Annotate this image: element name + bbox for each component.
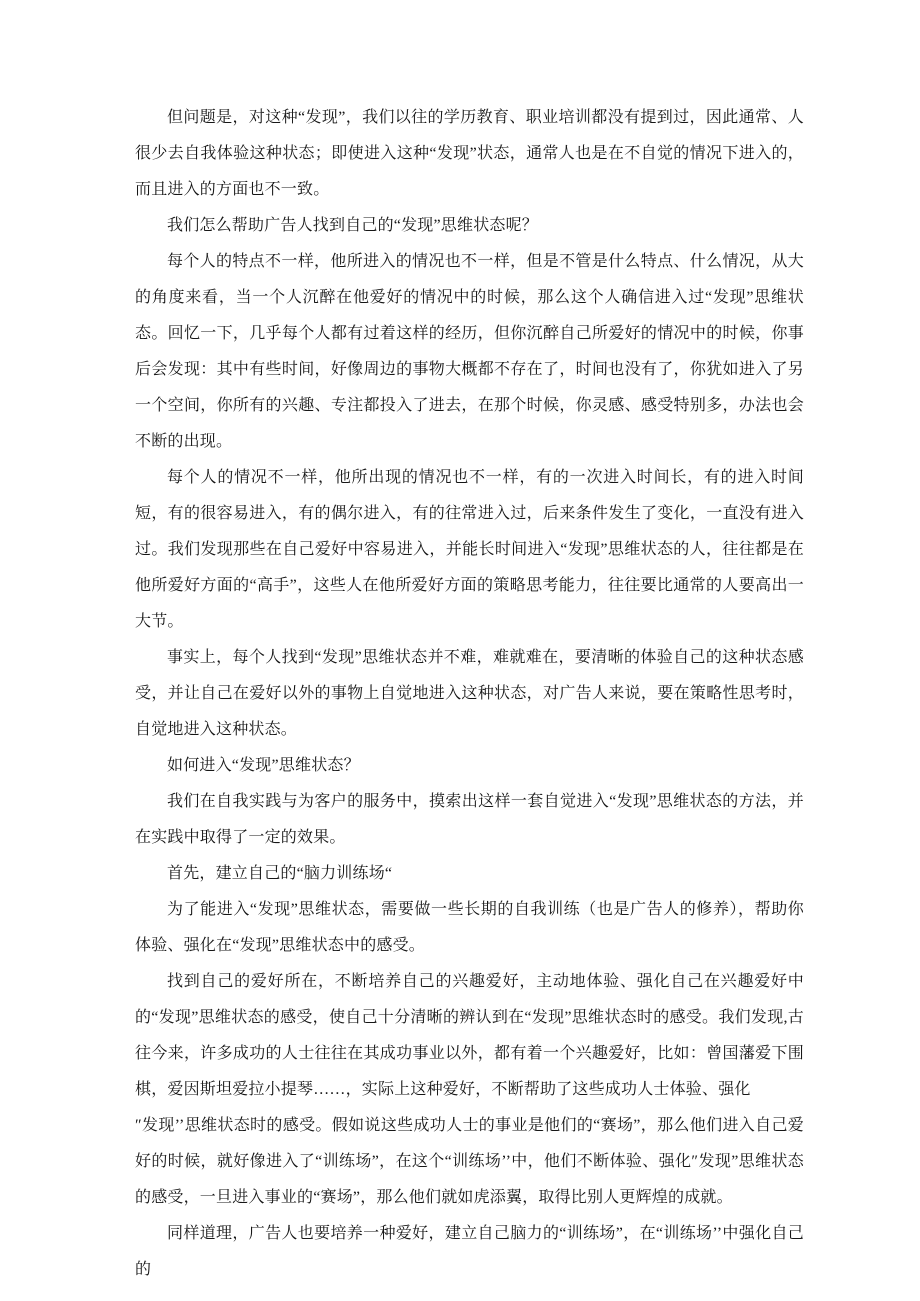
paragraph-6: 如何进入“发现”思维状态？: [167, 757, 360, 774]
paragraph-12: 同样道理，广告人也要培养一种爱好，建立自己脑力的“训练场”，在“训练场’’中强化自己的: [135, 1225, 804, 1278]
paragraph-1: 但问题是，对这种“发现”，我们以往的学历教育、职业培训都没有提到过，因此通常、人很少去自我体验这种状态；即使进入这种“发现”状态，通常人也是在不自觉的情况下进入的，而且进入的方面也不一致。: [135, 109, 804, 198]
paragraph-8: 首先，建立自己的“脑力训练场“: [167, 865, 393, 882]
paragraph-10: 找到自己的爱好所在，不断培养自己的兴趣爱好，主动地体验、强化自己在兴趣爱好中的“发现”思维状态的感受，使自己十分清晰的辨认到在“发现”思维状态时的感受。我们发现,古往今来，许多成功的人士往往在其成功事业以外，都有着一个兴趣爱好，比如：曾国藩爱下围棋，爱因斯坦爱拉小提琴……，实际上这种爱好，不断帮助了这些成功人士体验、强化: [135, 973, 804, 1098]
paragraph-5: 事实上，每个人找到“发现”思维状态并不难，难就难在，要清晰的体验自己的这种状态感受，并让自己在爱好以外的事物上自觉地进入这种状态，对广告人来说，要在策略性思考时，自觉地进入这种状态。: [135, 649, 804, 738]
paragraph-9: 为了能进入“发现”思维状态，需要做一些长期的自我训练（也是广告人的修养），帮助你体验、强化在“发现”思维状态中的感受。: [135, 901, 804, 954]
paragraph-11: ″发现’’思维状态时的感受。假如说这些成功人士的事业是他们的“赛场”，那么他们进入自己爱好的时候，就好像进入了“训练场”，在这个“训练场’’中，他们不断体验、强化″发现”思维状态的感受，一旦进入事业的“赛场”，那么他们就如虎添翼，取得比别人更辉煌的成就。: [135, 1117, 804, 1206]
document-body: [135, 100, 804, 1288]
paragraph-7: 我们在自我实践与为客户的服务中，摸索出这样一套自觉进入“发现”思维状态的方法，并在实践中取得了一定的效果。: [135, 793, 804, 846]
paragraph-3: 每个人的特点不一样，他所进入的情况也不一样，但是不管是什么特点、什么情况，从大的角度来看，当一个人沉醉在他爱好的情况中的时候，那么这个人确信进入过“发现”思维状态。回忆一下，几乎每个人都有过着这样的经历，但你沉醉自己所爱好的情况中的时候，你事后会发现：其中有些时间，好像周边的事物大概都不存在了，时间也没有了，你犹如进入了另一个空间，你所有的兴趣、专注都投入了进去，在那个时候，你灵感、感受特别多，办法也会不断的出现。: [135, 253, 804, 450]
paragraph-4: 每个人的情况不一样，他所出现的情况也不一样，有的一次进入时间长，有的进入时间短，有的很容易进入，有的偶尔进入，有的往常进入过，后来条件发生了变化，一直没有进入过。我们发现那些在自己爱好中容易进入，并能长时间进入“发现”思维状态的人，往往都是在他所爱好方面的“高手”，这些人在他所爱好方面的策略思考能力，往往要比通常的人要高出一大节。: [135, 469, 804, 630]
paragraph-2: 我们怎么帮助广告人找到自己的“发现”思维状态呢？: [167, 217, 539, 234]
